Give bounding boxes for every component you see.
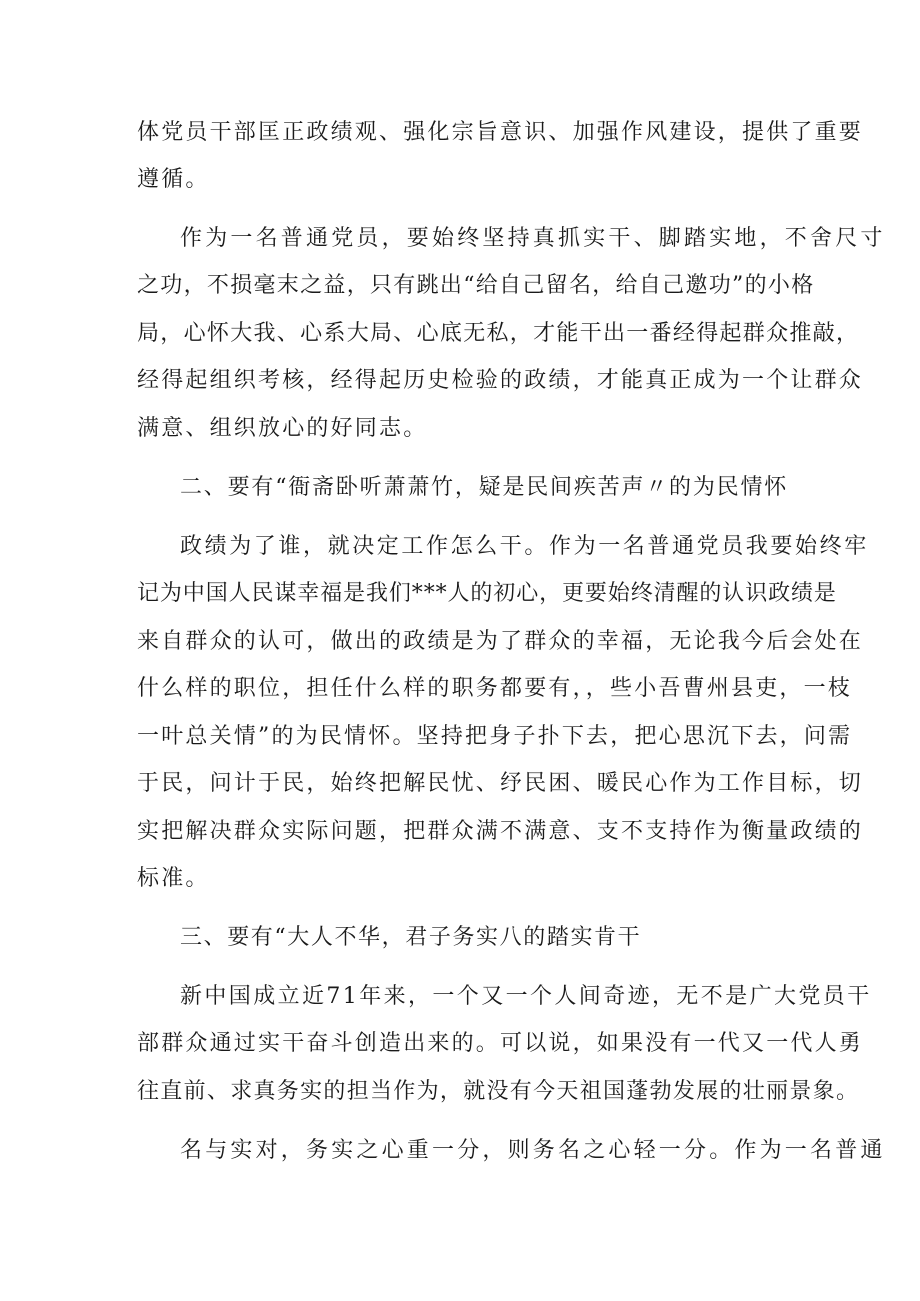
paragraph-line: 实把解决群众实际问题，把群众满不满意、支不支持作为衡量政绩的 (137, 819, 864, 844)
paragraph-line: 经得起组织考核，经得起历史检验的政绩，才能真正成为一个让群众 (137, 368, 864, 393)
paragraph-line: 部群众通过实干奋斗创造出来的。可以说，如果没有一代又一代人勇 (137, 1031, 864, 1056)
paragraph-line: 之功，不损毫末之益，只有跳出“给自己留名，给自己邀功”的小格 (137, 273, 815, 298)
paragraph-line: 记为中国人民谋幸福是我们***人的初心，更要始终清醒的认识政绩是 (137, 581, 837, 606)
paragraph-line: 政绩为了谁，就决定工作怎么干。作为一名普通党员我要始终牢 (180, 534, 869, 559)
paragraph-line: 于民，问计于民，始终把解民忧、纾民困、暖民心作为工作目标，切 (137, 771, 864, 796)
paragraph-line: 满意、组织放心的好同志。 (137, 416, 428, 441)
paragraph-line: 什么样的职位，担任什么样的职务都要有，，些小吾曹州县吏，一枝 (137, 676, 853, 701)
paragraph-line: 遵循。 (137, 167, 210, 192)
section-heading: 二、要有“衙斋卧听萧萧竹，疑是民间疾苦声〃的为民情怀 (180, 475, 789, 500)
paragraph-line: 一叶总关情”的为民情怀。坚持把身子扑下去，把心思沉下去，问需 (137, 724, 853, 749)
paragraph-line: 体党员干部匡正政绩观、强化宗旨意识、加强作风建设，提供了重要 (137, 120, 864, 145)
paragraph-line: 作为一名普通党员，要始终坚持真抓实干、脚踏实地，不舍尺寸 (180, 226, 886, 251)
paragraph-line: 局，心怀大我、心系大局、心底无私，才能干出一番经得起群众推敲， (137, 321, 860, 346)
paragraph-line: 标准。 (137, 866, 210, 891)
paragraph-line: 往直前、求真务实的担当作为，就没有今天祖国蓬勃发展的壮丽景象。 (137, 1079, 860, 1104)
section-heading: 三、要有“大人不华，君子务实八的踏实肯干 (180, 925, 642, 950)
paragraph-line: 新中国成立近71年来，一个又一个人间奇迹，无不是广大党员干 (180, 984, 872, 1009)
paragraph-line: 名与实对，务实之心重一分，则务名之心轻一分。作为一名普通 (180, 1138, 886, 1163)
paragraph-line: 来自群众的认可，做出的政绩是为了群众的幸福，无论我今后会处在 (137, 629, 864, 654)
